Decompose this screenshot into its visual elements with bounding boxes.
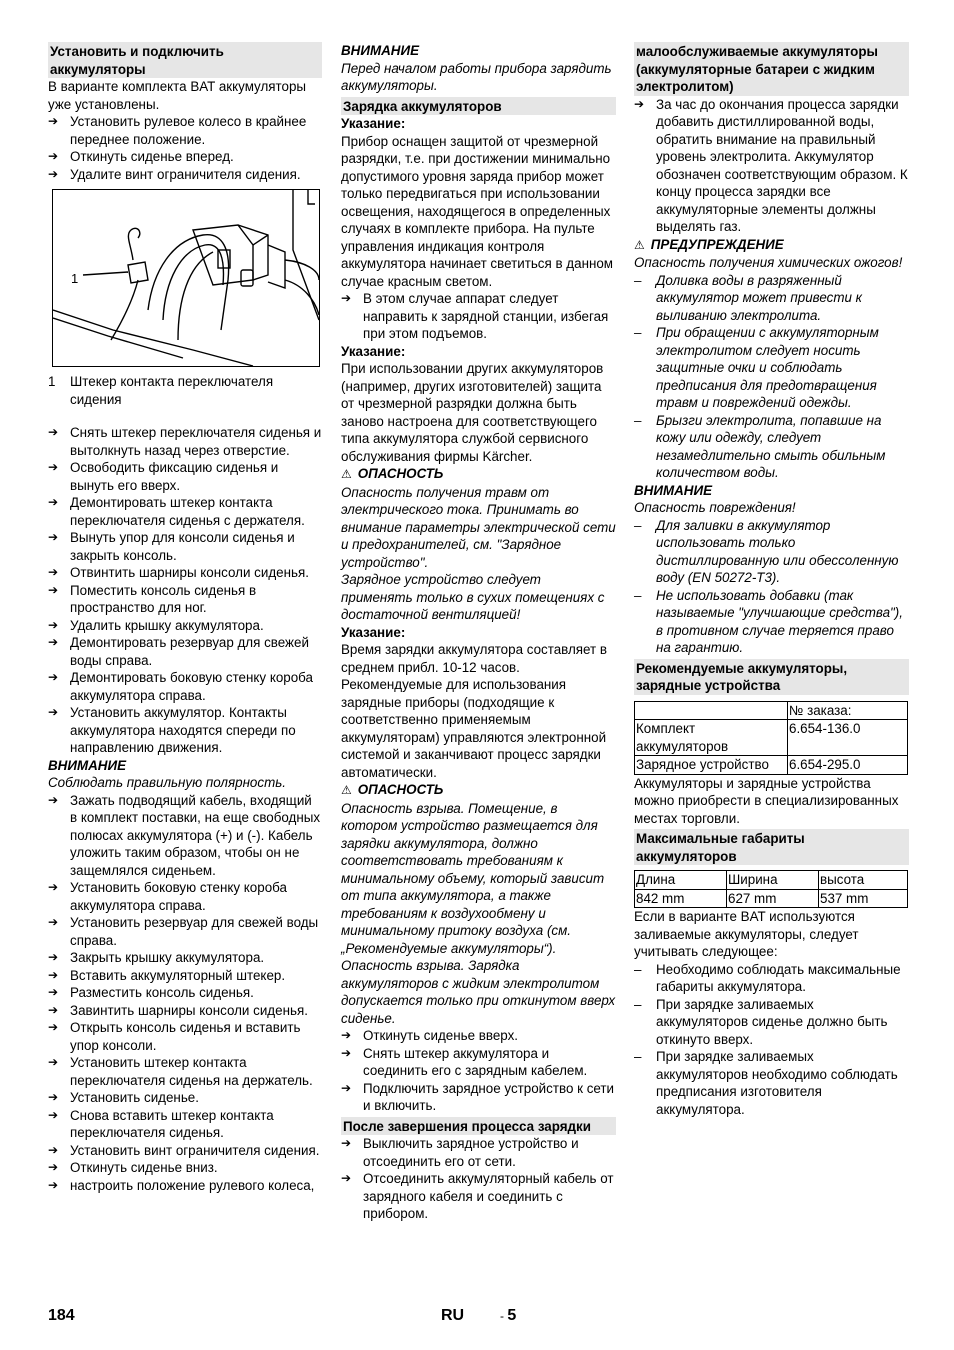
caution-heading: ВНИМАНИЕ [341,43,420,58]
danger-text: Зарядное устройство следует применять только в сухих помещениях с достаточной вентиляцией! [341,572,605,622]
section-heading-charging: Зарядка аккумуляторов [341,97,616,116]
section-heading-recommended: Рекомендуемые аккумуляторы, зарядные устройства [634,659,909,695]
step-item: ➔ Поместить консоль сиденья в пространство для ног. [48,582,322,617]
step-item: ➔ Освободить фиксацию сиденья и вынуть его вверх. [48,459,322,494]
dash-item: – Доливка воды в разряженный аккумулятор может привести к выливанию электролита. [634,272,909,325]
table-cell: 537 mm [819,889,908,908]
step-item: ➔ Снова вставить штекер контакта переключателя сиденья. [48,1107,322,1142]
step-list [48,792,322,1195]
danger-text: Опасность получения травм от электрического тока. Принимать во внимание параметры электрической сети и предохранителей, см. "Зарядное устройство". [341,484,616,570]
note-text: Прибор оснащен защитой от чрезмерной разрядки, т.е. при достижении минимально допустимого уровня заряда прибор может только передвигаться при использовании освещения, находящегося в определенных случаях в комплекте прибора. На пульте управления индикация контроля аккумулятора начинает светиться в данном случае красным светом. [341,133,614,289]
step-item: ➔ Демонтировать резервуар для свежей воды справа. [48,634,322,669]
note-heading: Указание: [341,624,406,640]
paragraph: Если в варианте BAT используются заливаемые аккумуляторы, следует учитывать следующее: [634,909,859,959]
table-cell: Комплект аккумуляторов [635,720,788,756]
note-text: При использовании других аккумуляторов (например, других изготовителей) защита от чрезмерной разрядки должна быть заново настроена для соответствующего типа аккумулятора службой сервисного обслуживания фирмы Kärcher. [341,361,604,464]
dimensions-table [634,870,908,908]
step-list [341,1027,616,1115]
caution-heading: ВНИМАНИЕ [634,482,713,498]
table-cell: 6.654-136.0 [788,720,908,756]
dash-item: – При зарядке заливаемых аккумуляторов сиденье должно быть откинуто вверх. [634,996,909,1049]
dash-list [634,961,909,1119]
caution-text: Соблюдать правильную полярность. [48,775,286,790]
section-heading-low-maintenance: малообслуживаемые аккумуляторы (аккумуляторные батареи с жидким электролитом) [634,42,909,96]
step-list [341,290,616,343]
step-item: ➔ Установить штекер контакта переключателя сиденья на держатель. [48,1054,322,1089]
warning-triangle-icon: ⚠ [341,783,352,797]
caption-text: Штекер контакта переключателя сидения [70,374,274,407]
paragraph: В варианте комплекта BAT аккумуляторы уже установлены. [48,79,307,112]
caption-number: 1 [48,374,56,389]
page-number: 184 [48,1307,75,1324]
seat-switch-illustration [53,190,319,366]
step-item: ➔ Вынуть упор для консоли сиденья и закрыть консоль. [48,529,322,564]
table-cell: 627 mm [727,889,819,908]
warning-triangle-icon: ⚠ [634,237,645,252]
caution-text: Опасность повреждения! [634,500,796,515]
step-item: ➔ Установить аккумулятор. Контакты аккумулятора находятся спереди по направлению движения. [48,704,322,757]
table-row [635,871,908,890]
table-row [635,756,908,775]
table-cell: 842 mm [635,889,727,908]
sub-page-number: - 5 [500,1307,517,1324]
table-cell: высота [819,871,908,890]
step-item: ➔ Демонтировать боковую стенку короба аккумулятора справа. [48,669,322,704]
step-item: ➔ Отвинтить шарниры консоли сиденья. [48,564,322,582]
column-right [634,42,909,1118]
step-item: ➔ Разместить консоль сиденья. [48,984,322,1002]
table-row [635,701,908,720]
table-row [635,889,908,908]
dash-list [634,272,909,482]
caution-heading: ВНИМАНИЕ [48,757,127,773]
table-cell: 6.654-295.0 [788,756,908,775]
step-item: ➔ Откинуть сиденье вниз. [48,1159,322,1177]
figure-callout-1: 1 [71,271,79,286]
step-item: ➔ Установить боковую стенку короба аккумулятора справа. [48,879,322,914]
note-heading: Указание: [341,343,406,359]
step-item: ➔ Открыть консоль сиденья и вставить упор консоли. [48,1019,322,1054]
dash-item: – Необходимо соблюдать максимальные габариты аккумулятора. [634,961,909,996]
warning-triangle-icon: ⚠ [341,467,352,481]
figure-caption [48,373,322,408]
step-list [341,1135,616,1223]
step-item: ➔ Откинуть сиденье вверх. [341,1027,616,1045]
dash-list [634,517,909,657]
danger-heading: ⚠ ОПАСНОСТЬ [341,465,616,484]
table-cell: Ширина [727,871,819,890]
step-item: ➔ Установить винт ограничителя сидения. [48,1142,322,1160]
note-text: Время зарядки аккумулятора составляет в среднем прибл. 10-12 часов. Рекомендуемые для использования зарядные приборы (подходящие к соответственно применяемым аккумуляторам) управляются электронной системой и заканчивают процесс зарядки автоматически. [341,642,607,780]
column-middle [341,42,616,1223]
step-item: ➔ Удалите винт ограничителя сидения. [48,166,322,184]
dash-item: – Брызги электролита, попавшие на кожу или одежду, следует незамедлительно смыть обильным количеством воды. [634,412,909,482]
table-row [635,720,908,756]
danger-heading: ⚠ ОПАСНОСТЬ [341,781,616,800]
warning-text: Опасность получения химических ожогов! [634,255,903,270]
table-cell: № заказа: [788,701,908,720]
step-item: ➔ Откинуть сиденье вперед. [48,148,322,166]
step-item: ➔ Отсоединить аккумуляторный кабель от зарядного кабеля и соединить с прибором. [341,1170,616,1223]
section-heading-after-charging: После завершения процесса зарядки [341,1117,616,1136]
step-item: ➔ Установить рулевое колесо в крайнее переднее положение. [48,113,322,148]
language-code: RU [441,1307,465,1324]
figure-seat-switch-plug [52,189,320,367]
table-cell: Зарядное устройство [635,756,788,775]
step-item: ➔ Демонтировать штекер контакта переключателя сиденья с держателя. [48,494,322,529]
step-item: ➔ настроить положение рулевого колеса, [48,1177,322,1195]
step-item: ➔ Установить резервуар для свежей воды справа. [48,914,322,949]
step-list [48,424,322,757]
column-left [48,42,322,1194]
paragraph: Аккумуляторы и зарядные устройства можно приобрести в специализированных местах торговли. [634,775,899,826]
step-item: ➔ Закрыть крышку аккумулятора. [48,949,322,967]
dash-item: – Для заливки в аккумулятор использовать только дистиллированную или обессоленную воду (EN 50272-T3). [634,517,909,587]
dash-item: – При зарядке заливаемых аккумуляторов необходимо соблюдать предписания изготовителя аккумулятора. [634,1048,909,1118]
step-item: ➔ В этом случае аппарат следует направить к зарядной станции, избегая при этом подъемов. [341,290,616,343]
step-item: ➔ Снять штекер аккумулятора и соединить его с зарядным кабелем. [341,1045,616,1080]
step-item: ➔ Вставить аккумуляторный штекер. [48,967,322,985]
step-list [48,113,322,183]
warning-heading: ⚠ ПРЕДУПРЕЖДЕНИЕ [634,236,909,255]
danger-text: Опасность взрыва. Зарядка аккумуляторов с жидким электролитом допускается только при откинутом вверх сиденье. [341,958,616,1026]
section-heading-install-batteries: Установить и подключить аккумуляторы [48,42,322,78]
step-item: ➔ Снять штекер переключателя сиденья и вытолкнуть назад через отверстие. [48,424,322,459]
step-item: ➔ Зажать подводящий кабель, входящий в комплект поставки, на еще свободных полюсах аккумулятора (+) и (-). Кабель уложить таким образом, чтобы он не защемлялся сиденьем. [48,792,322,880]
step-item: ➔ Завинтить шарниры консоли сиденья. [48,1002,322,1020]
danger-text: Опасность взрыва. Помещение, в котором устройство размещается для зарядки аккумулятора, должно соответствовать требованиям к минимальному объему, который зависит от типа аккумулятора, а также требованиям к воздухообмену и минимальному притоку воздуха (см. „Рекомендуемые аккумуляторы“). [341,800,605,956]
table-cell: Длина [635,871,727,890]
table-cell [635,701,788,720]
step-item: ➔ За час до окончания процесса зарядки добавить дистиллированной воды, обратить внимание на правильный уровень электролита. Аккумулятор обозначен соответствующим образом. К концу процесса зарядки все аккумуляторные элементы должны выделять газ. [634,96,909,236]
dash-item: – При обращении с аккумуляторным электролитом следует носить защитные очки и соблюдать предписания для предотвращения травм и повреждений одежды. [634,324,909,412]
step-item: ➔ Выключить зарядное устройство и отсоединить его от сети. [341,1135,616,1170]
step-list [634,96,909,236]
recommended-table [634,701,908,775]
note-heading: Указание: [341,116,406,131]
step-item: ➔ Установить сиденье. [48,1089,322,1107]
dash-item: – Не использовать добавки (так называемые "улучшающие средства"), в противном случае теряется право на гарантию. [634,587,909,657]
section-heading-max-dimensions: Максимальные габариты аккумуляторов [634,829,909,865]
step-item: ➔ Подключить зарядное устройство к сети и включить. [341,1080,616,1115]
step-item: ➔ Удалить крышку аккумулятора. [48,617,322,635]
caution-text: Перед началом работы прибора зарядить аккумуляторы. [341,60,612,93]
